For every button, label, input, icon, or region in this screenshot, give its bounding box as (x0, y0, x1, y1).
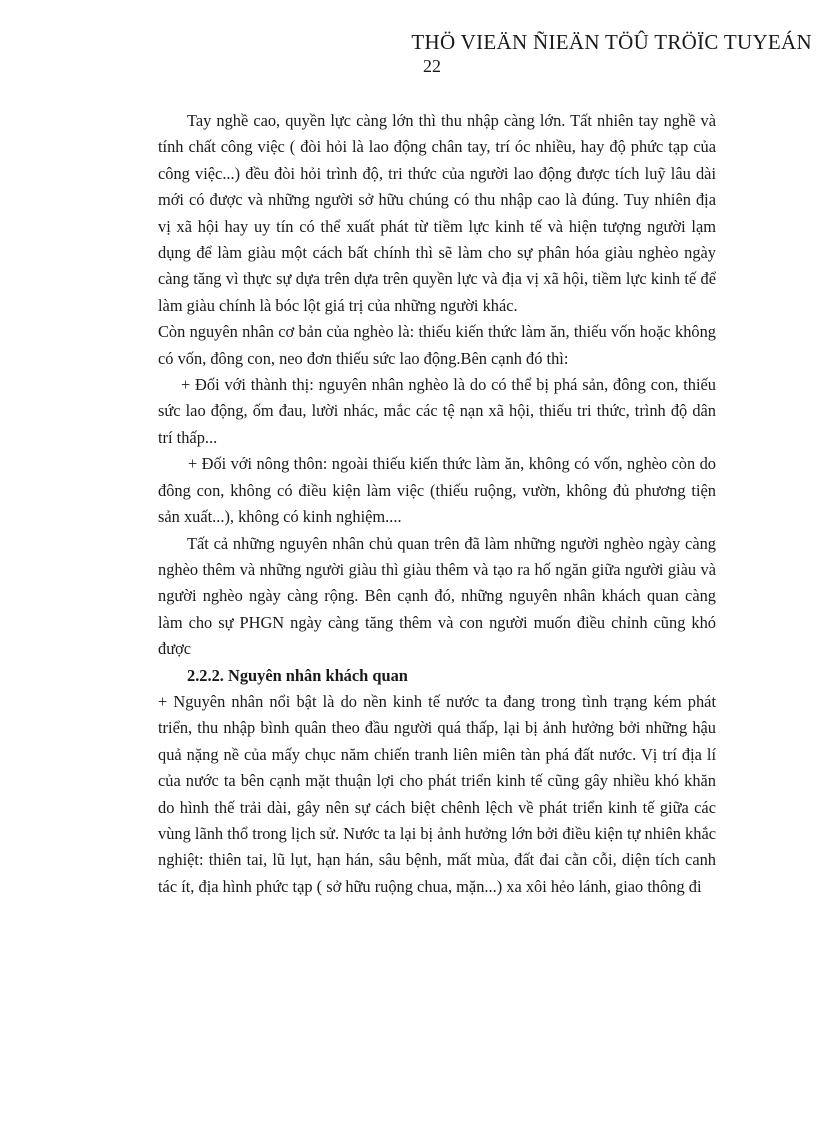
document-body (158, 108, 716, 900)
page-number: 22 (423, 56, 441, 76)
paragraph-2: Còn nguyên nhân cơ bản của nghèo là: thiếu kiến thức làm ăn, thiếu vốn hoặc không có vốn, đông con, neo đơn thiếu sức lao động.Bên cạnh đó thì: (158, 322, 716, 368)
paragraph-4: + Đối với nông thôn: ngoài thiếu kiến thức làm ăn, không có vốn, nghèo còn do đông con, không có điều kiện làm việc (thiếu ruộng, vườn, không đủ phương tiện sản xuất...), không có kinh nghiệm.... (158, 454, 716, 527)
section-heading: 2.2.2. Nguyên nhân khách quan (187, 665, 408, 685)
paragraph-5: Tất cả những nguyên nhân chủ quan trên đã làm những người nghèo ngày càng nghèo thêm và những người giàu thì giàu thêm và tạo ra hố ngăn giữa người giàu và người nghèo ngày càng rộng. Bên cạnh đó, những nguyên nhân khách quan càng làm cho sự PHGN ngày càng tăng thêm và con người muốn điều chỉnh cũng khó được (158, 533, 716, 659)
paragraph-1: Tay nghề cao, quyền lực càng lớn thì thu nhập càng lớn. Tất nhiên tay nghề và tính chất công việc ( đòi hỏi là lao động chân tay, trí óc nhiều, hay độ phức tạp của công việc...) đều đòi hỏi trình độ, tri thức của người lao động được tích luỹ lâu dài mới có được và những người sở hữu chúng có thu nhập cao là đúng. Tuy nhiên địa vị xã hội hay uy tín có thể xuất phát từ tiềm lực kinh tế và hiện tượng người lạm dụng để làm giàu một cách bất chính thì sẽ làm cho sự phân hóa giàu nghèo ngày càng tăng vì thực sự dựa trên dựa trên quyền lực và địa vị xã hội, tiềm lực kinh tế để làm giàu chính là bóc lột giá trị của những người khác. (158, 111, 716, 315)
header-brand: THÖ VIEÄN ÑIEÄN TÖÛ TRÖÏC TUYEÁN (411, 30, 812, 54)
paragraph-6: + Nguyên nhân nổi bật là do nền kinh tế nước ta đang trong tình trạng kém phát triển, thu nhập bình quân theo đầu người quá thấp, lại bị ảnh hưởng bởi những hậu quả nặng nề của mấy chục năm chiến tranh liên miên tàn phá đất nước. Vị trí địa lí của nước ta bên cạnh mặt thuận lợi cho phát triển kinh tế cũng gây nhiều khó khăn do hình thế trải dài, gây nên sự cách biệt chênh lệch về phát triển kinh tế giữa các vùng lãnh thổ trong lịch sử. Nước ta lại bị ảnh hưởng lớn bởi điều kiện tự nhiên khắc nghiệt: thiên tai, lũ lụt, hạn hán, sâu bệnh, mất mùa, đất đai cằn cỗi, diện tích canh tác ít, địa hình phức tạp ( sở hữu ruộng chua, mặn...) xa xôi hẻo lánh, giao thông đi (158, 691, 716, 896)
paragraph-3: + Đối với thành thị: nguyên nhân nghèo là do có thể bị phá sản, đông con, thiếu sức lao động, ốm đau, lười nhác, mắc các tệ nạn xã hội, thiếu tri thức, trình độ dân trí thấp... (158, 375, 716, 447)
